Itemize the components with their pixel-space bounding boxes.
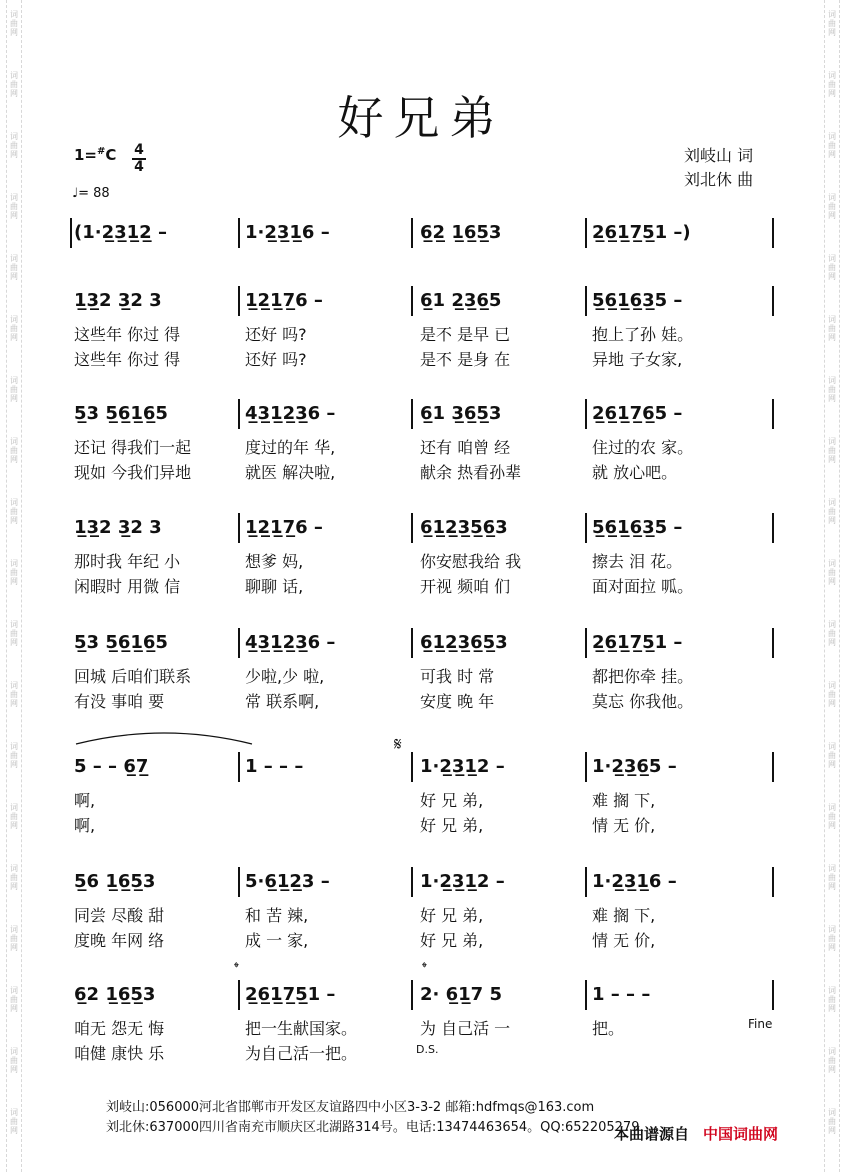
watermark-text: 词 曲 网 — [10, 254, 18, 281]
barline — [772, 867, 774, 897]
note-group: 5̲6 1̲6̲5̲3 — [74, 871, 156, 892]
barline — [772, 980, 774, 1010]
lyric-line: 那时我 年纪 小 — [74, 552, 181, 571]
note-group: 1 – – – — [592, 984, 651, 1005]
note-group: 1 – – – — [245, 756, 304, 777]
lyric-line: 成 一 家, — [245, 931, 309, 950]
lyric-line: 啊, — [74, 816, 96, 835]
tempo-marking: ♩= 88 — [72, 186, 110, 201]
lyric-line: 聊聊 话, — [245, 577, 304, 596]
note-group: 4̲3̲1̲2̲3̲6 – — [245, 632, 336, 653]
lyric-line: 都把你牵 挂。 — [592, 667, 694, 686]
note-group: 6̲2 1̲6̲5̲3 — [74, 984, 156, 1005]
lyric-line: 是不 是早 已 — [420, 325, 511, 344]
lyric-line: 同尝 尽酸 甜 — [74, 906, 165, 925]
lyric-line: 常 联系啊, — [245, 692, 320, 711]
watermark-text: 词 曲 网 — [10, 864, 18, 891]
lyric-line: 少啦,少 啦, — [245, 667, 325, 686]
watermark-text: 词 曲 网 — [828, 437, 836, 464]
lyric-line: 还记 得我们一起 — [74, 438, 192, 457]
watermark-text: 词 曲 网 — [828, 742, 836, 769]
watermark-text: 词 曲 网 — [828, 559, 836, 586]
barline — [238, 513, 240, 543]
barline — [585, 980, 587, 1010]
note-group: 1·2̲3̲1̲2 – — [420, 871, 505, 892]
lyric-line: 你安慰我给 我 — [420, 552, 522, 571]
footer-contact-1: 刘岐山:056000河北省邯郸市开发区友谊路四中小区3-3-2 邮箱:hdfmqs@163.com — [106, 1100, 595, 1115]
barline — [411, 867, 413, 897]
note-group: 6̲1̲2̲3̲6̲5̲3 — [420, 632, 508, 653]
watermark-text: 词 曲 网 — [10, 1047, 18, 1074]
lyric-line: 为自己活一把。 — [245, 1044, 358, 1063]
key-signature: 1=#C — [74, 146, 117, 164]
watermark-text: 词 曲 网 — [10, 925, 18, 952]
note-group: 5·6̲1̲2̲3 – — [245, 871, 330, 892]
watermark-text: 词 曲 网 — [10, 315, 18, 342]
lyric-line: 有没 事咱 要 — [74, 692, 165, 711]
lyricist-credit: 刘岐山 词 — [684, 146, 754, 165]
watermark-text: 词 曲 网 — [10, 681, 18, 708]
watermark-text: 词 曲 网 — [10, 498, 18, 525]
lyric-line: 擦去 泪 花。 — [592, 552, 683, 571]
coda-sign: 𝄌 — [234, 960, 239, 976]
note-group: 1·2̲3̲6̲5 – — [592, 756, 677, 777]
watermark-text: 词 曲 网 — [10, 742, 18, 769]
watermark-text: 词 曲 网 — [828, 132, 836, 159]
barline — [585, 628, 587, 658]
watermark-text: 词 曲 网 — [10, 620, 18, 647]
fine-mark: Fine — [748, 1017, 773, 1031]
watermark-text: 词 曲 网 — [10, 1108, 18, 1135]
ds-mark: D.S. — [416, 1043, 439, 1056]
lyric-line: 难 搁 下, — [592, 906, 656, 925]
note-group: 6̲1 3̲6̲5̲3 — [420, 403, 502, 424]
barline — [411, 218, 413, 248]
watermark-text: 词 曲 网 — [828, 498, 836, 525]
watermark-text: 词 曲 网 — [828, 193, 836, 220]
lyric-line: 咱健 康快 乐 — [74, 1044, 165, 1063]
lyric-line: 度过的年 华, — [245, 438, 336, 457]
barline — [238, 867, 240, 897]
note-group: 5̲3 5̲6̲1̲6̲5 — [74, 403, 168, 424]
barline — [238, 286, 240, 316]
song-title: 好兄弟 — [337, 91, 506, 145]
lyric-line: 好 兄 弟, — [420, 816, 484, 835]
composer-credit: 刘北休 曲 — [684, 170, 754, 189]
note-group: 2· 6̲1̲7 5 — [420, 984, 502, 1005]
watermark-text: 词 曲 网 — [828, 1047, 836, 1074]
lyric-line: 好 兄 弟, — [420, 931, 484, 950]
barline — [772, 286, 774, 316]
lyric-line: 是不 是身 在 — [420, 350, 511, 369]
note-group: 2̲6̲1̲7̲5̲1 –) — [592, 222, 691, 243]
credits — [684, 144, 753, 192]
barline — [585, 399, 587, 429]
barline — [411, 513, 413, 543]
barline — [585, 752, 587, 782]
watermark-text: 词 曲 网 — [828, 376, 836, 403]
lyric-line: 就医 解决啦, — [245, 463, 336, 482]
watermark-text: 词 曲 网 — [10, 132, 18, 159]
watermark-text: 词 曲 网 — [10, 437, 18, 464]
lyric-line: 啊, — [74, 791, 96, 810]
note-group: 5 – – 6̲7̲ — [74, 756, 149, 777]
lyric-line: 莫忘 你我他。 — [592, 692, 694, 711]
source-notice: 本曲谱源自 中国词曲网 — [614, 1125, 779, 1143]
lyric-line: 住过的农 家。 — [592, 438, 694, 457]
note-group: 6̲1̲2̲3̲5̲6̲3 — [420, 517, 508, 538]
lyric-line: 为 自己活 一 — [420, 1019, 511, 1038]
note-group: 4̲3̲1̲2̲3̲6 – — [245, 403, 336, 424]
lyric-line: 异地 子女家, — [592, 350, 683, 369]
barline — [70, 218, 72, 248]
right-watermark-strip — [824, 0, 840, 1172]
note-group: 2̲6̲1̲7̲6̲5 – — [592, 403, 683, 424]
barline — [772, 399, 774, 429]
long-slur — [74, 730, 254, 746]
note-group: 1̲2̲1̲7̲6 – — [245, 517, 323, 538]
lyric-line: 情 无 价, — [592, 816, 656, 835]
source-brand: 中国词曲网 — [703, 1125, 779, 1143]
barline — [585, 218, 587, 248]
barline — [772, 513, 774, 543]
barline — [411, 628, 413, 658]
watermark-text: 词 曲 网 — [10, 10, 18, 37]
note-group: 2̲6̲1̲7̲5̲1 – — [592, 632, 683, 653]
watermark-text: 词 曲 网 — [828, 10, 836, 37]
lyric-line: 好 兄 弟, — [420, 906, 484, 925]
barline — [411, 752, 413, 782]
note-group: 1·2̲3̲1̲2 – — [420, 756, 505, 777]
watermark-text: 词 曲 网 — [828, 620, 836, 647]
watermark-text: 词 曲 网 — [10, 193, 18, 220]
barline — [585, 286, 587, 316]
note-group: 1̲2̲1̲7̲6 – — [245, 290, 323, 311]
lyric-line: 献余 热看孙辈 — [420, 463, 522, 482]
lyric-line: 这些年 你过 得 — [74, 325, 181, 344]
watermark-text: 词 曲 网 — [828, 254, 836, 281]
watermark-text: 词 曲 网 — [828, 71, 836, 98]
lyric-line: 好 兄 弟, — [420, 791, 484, 810]
note-group: 1̲3̲2 3̲2 3 — [74, 517, 162, 538]
lyric-line: 现如 今我们异地 — [74, 463, 192, 482]
note-group: 6̲2̲ 1̲6̲5̲3 — [420, 222, 502, 243]
barline — [238, 628, 240, 658]
note-group: 5̲6̲1̲6̲3̲5 – — [592, 290, 683, 311]
note-group: 5̲6̲1̲6̲3̲5 – — [592, 517, 683, 538]
lyric-line: 就 放心吧。 — [592, 463, 678, 482]
barline — [585, 513, 587, 543]
note-group: 6̲1 2̲3̲6̲5 — [420, 290, 502, 311]
watermark-text: 词 曲 网 — [828, 986, 836, 1013]
watermark-text: 词 曲 网 — [10, 559, 18, 586]
watermark-text: 词 曲 网 — [828, 1108, 836, 1135]
barline — [772, 628, 774, 658]
barline — [772, 218, 774, 248]
barline — [238, 752, 240, 782]
lyric-line: 度晚 年网 络 — [74, 931, 165, 950]
watermark-text: 词 曲 网 — [828, 925, 836, 952]
lyric-line: 和 苦 辣, — [245, 906, 309, 925]
barline — [411, 286, 413, 316]
lyric-line: 可我 时 常 — [420, 667, 495, 686]
lyric-line: 难 搁 下, — [592, 791, 656, 810]
lyric-line: 安度 晚 年 — [420, 692, 495, 711]
barline — [411, 399, 413, 429]
barline — [238, 399, 240, 429]
watermark-text: 词 曲 网 — [828, 315, 836, 342]
note-group: 1·2̲3̲1̲6 – — [245, 222, 330, 243]
barline — [772, 752, 774, 782]
note-group: 1̲3̲2 3̲2 3 — [74, 290, 162, 311]
note-group: 5̲3 5̲6̲1̲6̲5 — [74, 632, 168, 653]
lyric-line: 咱无 怨无 悔 — [74, 1019, 165, 1038]
note-group: 2̲6̲1̲7̲5̲1 – — [245, 984, 336, 1005]
lyric-line: 抱上了孙 娃。 — [592, 325, 694, 344]
lyric-line: 面对面拉 呱。 — [592, 577, 694, 596]
watermark-text: 词 曲 网 — [828, 803, 836, 830]
barline — [585, 867, 587, 897]
watermark-text: 词 曲 网 — [828, 864, 836, 891]
lyric-line: 把。 — [592, 1019, 625, 1038]
lyric-line: 还有 咱曾 经 — [420, 438, 511, 457]
segno-sign: 𝄋 — [394, 734, 402, 755]
note-group: (1·2̲3̲1̲2̲ – — [74, 222, 167, 243]
barline — [411, 980, 413, 1010]
watermark-text: 词 曲 网 — [10, 803, 18, 830]
lyric-line: 回城 后咱们联系 — [74, 667, 192, 686]
lyric-line: 情 无 价, — [592, 931, 656, 950]
time-signature: 4 4 — [132, 144, 146, 174]
watermark-text: 词 曲 网 — [10, 71, 18, 98]
lyric-line: 还好 吗? — [245, 325, 307, 344]
lyric-line: 闲暇时 用微 信 — [74, 577, 181, 596]
left-watermark-strip — [6, 0, 22, 1172]
barline — [238, 980, 240, 1010]
barline — [238, 218, 240, 248]
watermark-text: 词 曲 网 — [10, 376, 18, 403]
lyric-line: 这些年 你过 得 — [74, 350, 181, 369]
coda-sign: 𝄌 — [422, 960, 427, 976]
lyric-line: 还好 吗? — [245, 350, 307, 369]
note-group: 1·2̲3̲1̲6 – — [592, 871, 677, 892]
lyric-line: 把一生献国家。 — [245, 1019, 358, 1038]
footer-contact-2: 刘北休:637000四川省南充市顺庆区北湖路314号。电话:13474463654。QQ:652205279 — [106, 1120, 640, 1135]
lyric-line: 想爹 妈, — [245, 552, 304, 571]
watermark-text: 词 曲 网 — [828, 681, 836, 708]
watermark-text: 词 曲 网 — [10, 986, 18, 1013]
lyric-line: 开视 频咱 们 — [420, 577, 511, 596]
